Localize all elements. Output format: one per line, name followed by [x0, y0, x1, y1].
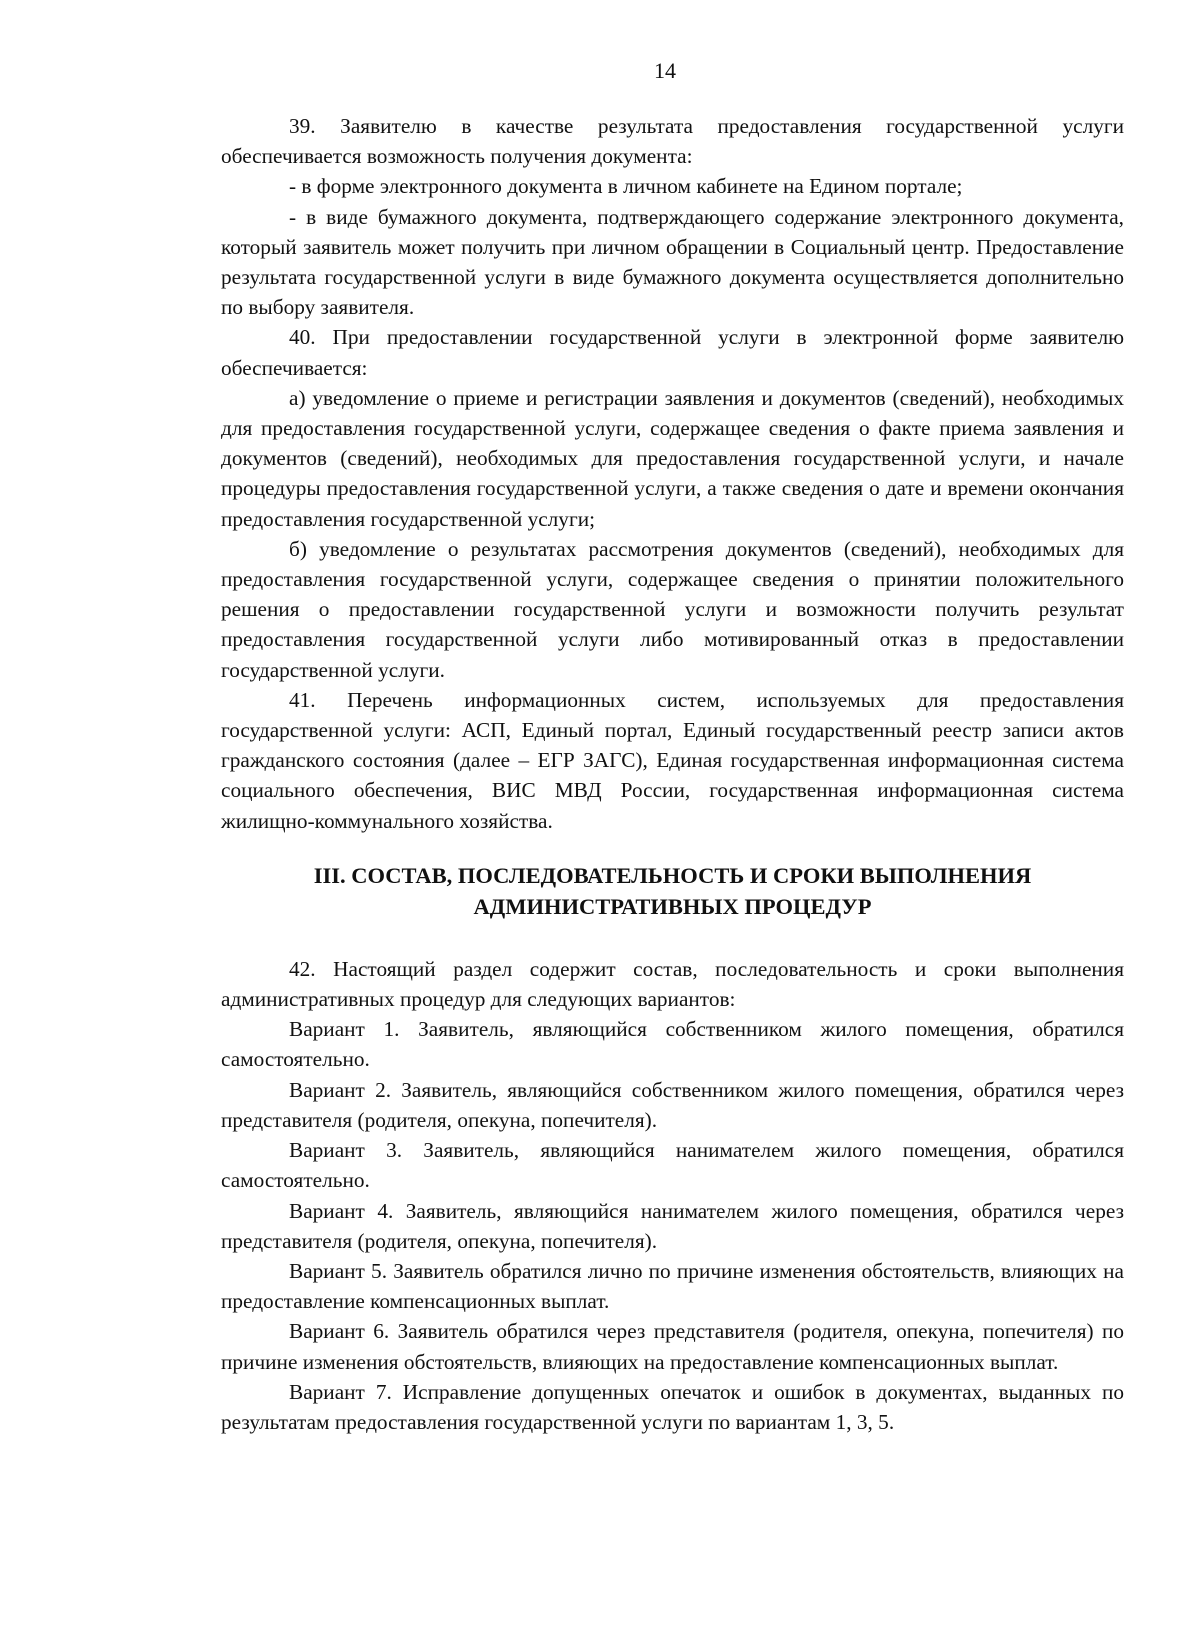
variant-6: Вариант 6. Заявитель обратился через представителя (родителя, опекуна, попечителя) по причине изменения обстоятельств, влияющих на предоставление компенсационных выплат.: [221, 1319, 1124, 1374]
list-item-b: б) уведомление о результатах рассмотрения документов (сведений), необходимых для предоставления государственной услуги, содержащее сведения о принятии положительного решения о предоставлении государственной услуги и возможности получить результат предоставления государственной услуги либо мотивированный отказ в предоставлении государственной услуги.: [221, 536, 1124, 682]
variant-7: Вариант 7. Исправление допущенных опечаток и ошибок в документах, выданных по результатам предоставления государственной услуги по вариантам 1, 3, 5.: [221, 1379, 1124, 1434]
paragraph-39: 39. Заявителю в качестве результата предоставления государственной услуги обеспечивается возможность получения документа:: [221, 114, 1124, 169]
list-item-electronic-document: - в форме электронного документа в личном кабинете на Едином портале;: [289, 174, 963, 199]
variant-3: Вариант 3. Заявитель, являющийся нанимателем жилого помещения, обратился самостоятельно.: [221, 1138, 1124, 1193]
variant-2: Вариант 2. Заявитель, являющийся собственником жилого помещения, обратился через представителя (родителя, опекуна, попечителя).: [221, 1077, 1124, 1132]
section-heading-line-1: III. СОСТАВ, ПОСЛЕДОВАТЕЛЬНОСТЬ И СРОКИ ВЫПОЛНЕНИЯ: [313, 862, 1032, 888]
paragraph-42: 42. Настоящий раздел содержит состав, последовательность и сроки выполнения административных процедур для следующих вариантов:: [221, 956, 1124, 1012]
section-heading: [221, 860, 1124, 922]
list-item-a: а) уведомление о приеме и регистрации заявления и документов (сведений), необходимых для предоставления государственной услуги, содержащее сведения о факте приема заявления и документов (сведений), необходимых для предоставления государственной услуги, и начале процедуры предоставления государственной услуги, а также сведения о дате и времени окончания предоставления государственной услуги;: [221, 385, 1124, 531]
page-number: 14: [654, 58, 676, 83]
list-item-paper-document: - в виде бумажного документа, подтверждающего содержание электронного документа, который заявитель может получить при личном обращении в Социальный центр. Предоставление результата государственной услуги в виде бумажного документа осуществляется дополнительно по выбору заявителя.: [221, 204, 1124, 320]
section-heading-line-2: АДМИНИСТРАТИВНЫХ ПРОЦЕДУР: [473, 893, 872, 919]
document-body: [221, 111, 1124, 1437]
paragraph-41: 41. Перечень информационных систем, используемых для предоставления государственной услуги: АСП, Единый портал, Единый государственный реестр записи актов гражданского состояния (далее – ЕГР ЗАГС), Единая государственная информационная система социального обеспечения, ВИС МВД России, государственная информационная система жилищно-коммунального хозяйства.: [221, 687, 1124, 833]
variant-5: Вариант 5. Заявитель обратился лично по причине изменения обстоятельств, влияющих на предоставление компенсационных выплат.: [221, 1258, 1124, 1314]
variant-4: Вариант 4. Заявитель, являющийся нанимателем жилого помещения, обратился через представителя (родителя, опекуна, попечителя).: [221, 1198, 1124, 1253]
paragraph-40: 40. При предоставлении государственной услуги в электронной форме заявителю обеспечивается:: [221, 325, 1124, 380]
variant-1: Вариант 1. Заявитель, являющийся собственником жилого помещения, обратился самостоятельно.: [221, 1017, 1124, 1072]
